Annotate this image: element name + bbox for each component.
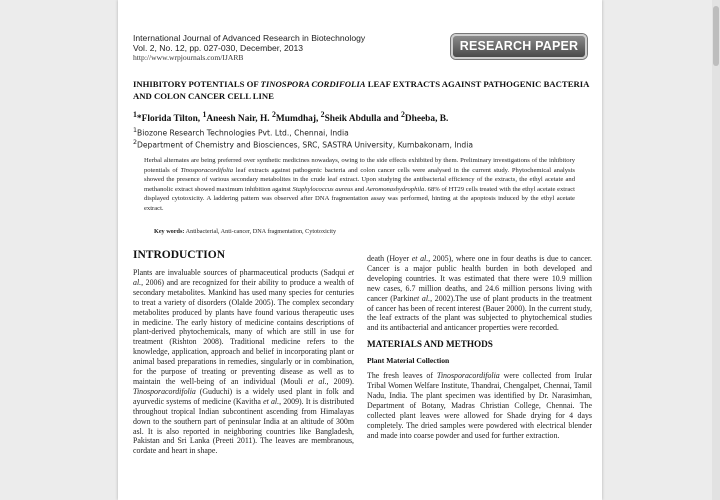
abstract-text: and [354,185,366,193]
author-sup: 1 [133,110,137,119]
vertical-scrollbar[interactable] [712,0,720,500]
research-paper-badge: RESEARCH PAPER [451,34,587,59]
affiliation-2 [133,139,593,150]
methods-paragraph [367,371,592,440]
abstract-text: leaf extracts against pathogenic bacteria and colon cancer cells were analysed in the current study. Phytochemical analysis showed the presence of various secondary metabolites in the crude leaf extract. Upon studying the antibacterial efficiency of the extracts, the ethyl acetate and methanolic extract showed maximum inhibition against [144,166,575,193]
affiliation-1 [133,127,593,138]
body-text: , 2005), where one in four deaths is due to cancer. Cancer is a major public health burden in both developed and developing countries. It was estimated that there were 10.9 million new cases, 6.7 million deaths, and 24.6 million persons living with cancer (Parkin [367,254,592,303]
author-list [133,110,593,124]
affil-text: Department of Chemistry and Biosciences, SRC, SASTRA University, Kumbakonam, India [137,140,473,150]
scrollbar-thumb[interactable] [713,6,719,66]
abstract-text: Herbal alternates are being preferred over synthetic medicines nowadays, owing to the side effects exhibited by them. Preliminary investigations of the inhibitory potentials of [144,157,575,174]
abstract-species: Aeromonashydrophila [365,185,425,193]
intro-paragraph [133,268,354,456]
body-text: (Guduchi) is a widely used plant in folk and ayurvedic systems of medicine (Kavitha [133,386,354,406]
materials-methods-heading: MATERIALS AND METHODS [367,339,493,350]
pdf-page [118,0,602,500]
body-text: , 2006) and are recognized for their ability to produce a wealth of secondary metabolites. Mankind has used many species for centuries to treat a variety of disorders (Olalde 2005). The complex secondary metabolites produced by plants have found various therapeutic uses in medicine. The early history of medicine contains descriptions of plant-derived phytochemicals, many of which are still in use for treatment (Rishton 2008). Traditional medicine refers to the knowledge, application, approach and belief in incorporating plant or animal based preparations in remedies, singularly or in combination, for the purpose of treating or preventing disease as well as to maintain the well-being of an individual (Mouli [133,277,354,386]
author-sup: 2 [400,110,405,119]
title-species: TINOSPORA CORDIFOLIA [260,79,366,89]
body-italic: et al. [307,376,327,386]
body-text: were collected from Irular Tribal Women Welfare Institute, Thandrai, Chengalpet, Chennai, Tamil Nadu, India. The plant specimen was identified by Dr. Narasimhan, Department of Botany, Madras Christian College, Chennai. The collected plant leaves were allowed for Shade drying for 4 days completely. The dried samples were powdered with electrical blender and made into coarse powder and used for further extraction. [367,371,592,440]
journal-name: International Journal of Advanced Research in Biotechnology [133,33,366,43]
author-name: Sheik Abdulla and [324,114,401,125]
body-text: death (Hoyer [367,254,412,263]
author-name: Dheeba, B. [404,114,449,125]
right-column [367,254,592,440]
author-sup: 1 [202,110,207,119]
author-sup: 2 [271,110,276,119]
author-name: Aneesh Nair, H. [206,114,272,125]
affil-sup: 1 [133,127,138,134]
body-text: , 2009). It is distributed throughout tropical Indian subcontinent ascending from Himalayas down to the southern part of peninsular India at an altitude of 300m asl. It is also reported in neighboring countries like Bangladesh, Pakistan and Sri Lanka (Preeti 2011). The leaves are membranous, cordate and heart in shape. [133,396,354,456]
abstract-species: Tinosporacordifolia [180,166,234,174]
body-text: , 2002).The use of plant products in the treatment of cancer has been of recent interest (Bauer 2000). In the current study, the leaf extracts of the plant was subjected to phytochemical studies and its antibacterial and anticancer properties were recorded. [367,293,592,333]
left-column [133,268,354,456]
paper-title [133,78,593,102]
title-part: INHIBITORY POTENTIALS OF [133,79,261,89]
introduction-heading: INTRODUCTION [133,249,226,261]
intro-continued-paragraph [367,254,592,333]
body-text: The fresh leaves of [367,371,437,381]
journal-volume: Vol. 2, No. 12, pp. 027-030, December, 2013 [133,43,304,53]
abstract-species: Staphylococcus aureus [292,185,353,193]
journal-header [133,33,433,63]
abstract [144,156,575,214]
body-text: , 2009). [326,376,355,386]
body-italic: Tinosporacordifolia [133,386,196,396]
journal-url: http://www.wrpjournals.com/IJARB [133,53,244,62]
author-sup: 2 [320,110,325,119]
keywords-label: Key words: [154,228,185,235]
keywords-text: Antibacterial, Anti-cancer, DNA fragmentation, Cytotoxicity [184,228,337,235]
keywords [154,228,574,235]
body-italic: et al. [413,293,431,303]
title-part: LEAF EXTRACTS AGAINST PATHOGENIC BACTERIA AND COLON CANCER CELL LINE [133,79,589,101]
abstract-text: . 68% of HT29 cells treated with the ethyl acetate extract displayed cytotoxicity. A laddering pattern was observed after DNA fragmentation assay was performed, hinting at the apoptosis induced by the ethyl acetate extract. [144,185,576,212]
body-italic: et al. [133,268,354,287]
plant-material-subheading: Plant Material Collection [367,356,450,366]
body-italic: et al. [411,254,429,263]
body-italic: Tinosporacordifolia [436,371,500,381]
author-name: Mumdhaj, [275,114,321,125]
body-text: Plants are invaluable sources of pharmaceutical products (Sadqui [133,268,349,277]
affil-sup: 2 [133,139,138,146]
body-italic: et al. [263,396,280,406]
author-name: *Florida Tilton, [136,114,203,125]
affil-text: Biozone Research Technologies Pvt. Ltd., Chennai, India [137,128,349,138]
